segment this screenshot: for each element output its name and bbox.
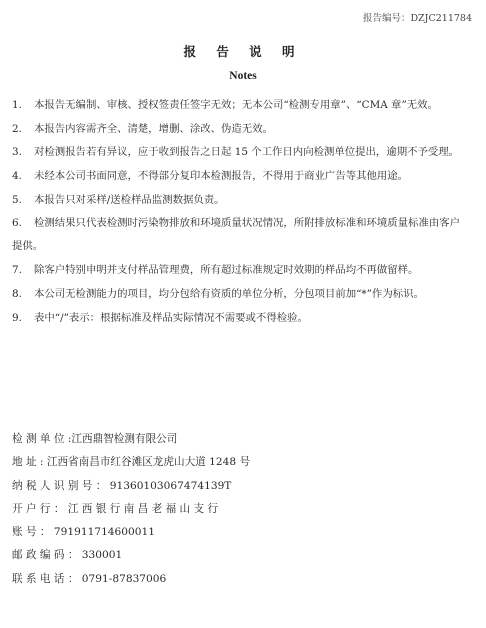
- note-number: 3.: [12, 146, 22, 159]
- note-text: 未经本公司书面同意，不得部分复印本检测报告，不得用于商业广告等其他用途。: [34, 170, 409, 183]
- note-text-wrapper: [12, 216, 474, 253]
- note-number: 9.: [12, 311, 22, 324]
- note-item: [12, 287, 474, 301]
- note-number: 1.: [12, 99, 22, 111]
- page-subtitle: Notes: [229, 70, 257, 82]
- note-item: [12, 263, 474, 277]
- note-number: 8.: [12, 287, 22, 300]
- note-number: 5.: [12, 193, 22, 206]
- note-text: 表中“/”表示：根据标准及样品实际情况不需要或不得检验。: [34, 311, 308, 324]
- testing-unit: 检 测 单 位 :江西鼎智检测有限公司: [12, 433, 178, 445]
- note-item: [12, 311, 474, 325]
- phone-number: 联 系 电 话 ： 0791-87837006: [12, 572, 167, 585]
- contact-info: [12, 432, 474, 595]
- notes-list: [12, 98, 474, 334]
- note-number: 2.: [12, 122, 22, 135]
- note-text: 除客户特别申明并支付样品管理费，所有超过标准规定时效期的样品均不再做留样。: [34, 264, 419, 277]
- taxpayer-id: 纳 税 人 识 别 号 ： 91360103067474139T: [12, 479, 232, 492]
- page-title: 报 告 说 明: [183, 44, 303, 59]
- note-text: 对检测报告若有异议，应于收到报告之日起 15 个工作日内向检测单位提出，逾期不予受理。: [34, 146, 460, 159]
- note-text: 本报告只对采样/送检样品监测数据负责。: [34, 193, 225, 206]
- note-number: 4.: [12, 170, 22, 183]
- note-item: [12, 145, 474, 159]
- note-item: [12, 169, 474, 183]
- account-number: 账 号 ： 791911714600011: [12, 526, 155, 539]
- note-text: 检测结果只代表检测时污染物排放和环境质量状况情况，所附排放标准和环境质量标准由客户: [34, 217, 461, 230]
- note-item: [12, 98, 474, 112]
- note-text: 本公司无检测能力的项目，均分包给有资质的单位分析，分包项目前加“*”作为标识。: [34, 287, 424, 300]
- note-number: 7.: [12, 264, 22, 277]
- address: 地 址 : 江西省南昌市红谷滩区龙虎山大道 1248 号: [12, 456, 251, 469]
- note-item: [12, 193, 474, 207]
- note-item: [12, 122, 474, 136]
- note-text: 本报告无编制、审核、授权签责任签字无效；无本公司“检测专用章”、“CMA 章”无效。: [34, 99, 438, 111]
- report-number: 报告编号：DZJC211784: [362, 13, 472, 24]
- note-number: 6.: [12, 217, 22, 230]
- note-item: [12, 216, 474, 253]
- note-text-continuation: 提供。: [12, 240, 44, 253]
- postal-code: 邮 政 编 码 ： 330001: [12, 549, 123, 562]
- bank-name: 开 户 行 ： 江 西 银 行 南 昌 老 福 山 支 行: [12, 502, 219, 515]
- note-text: 本报告内容需齐全、清楚，增删、涂改、伪造无效。: [34, 122, 273, 135]
